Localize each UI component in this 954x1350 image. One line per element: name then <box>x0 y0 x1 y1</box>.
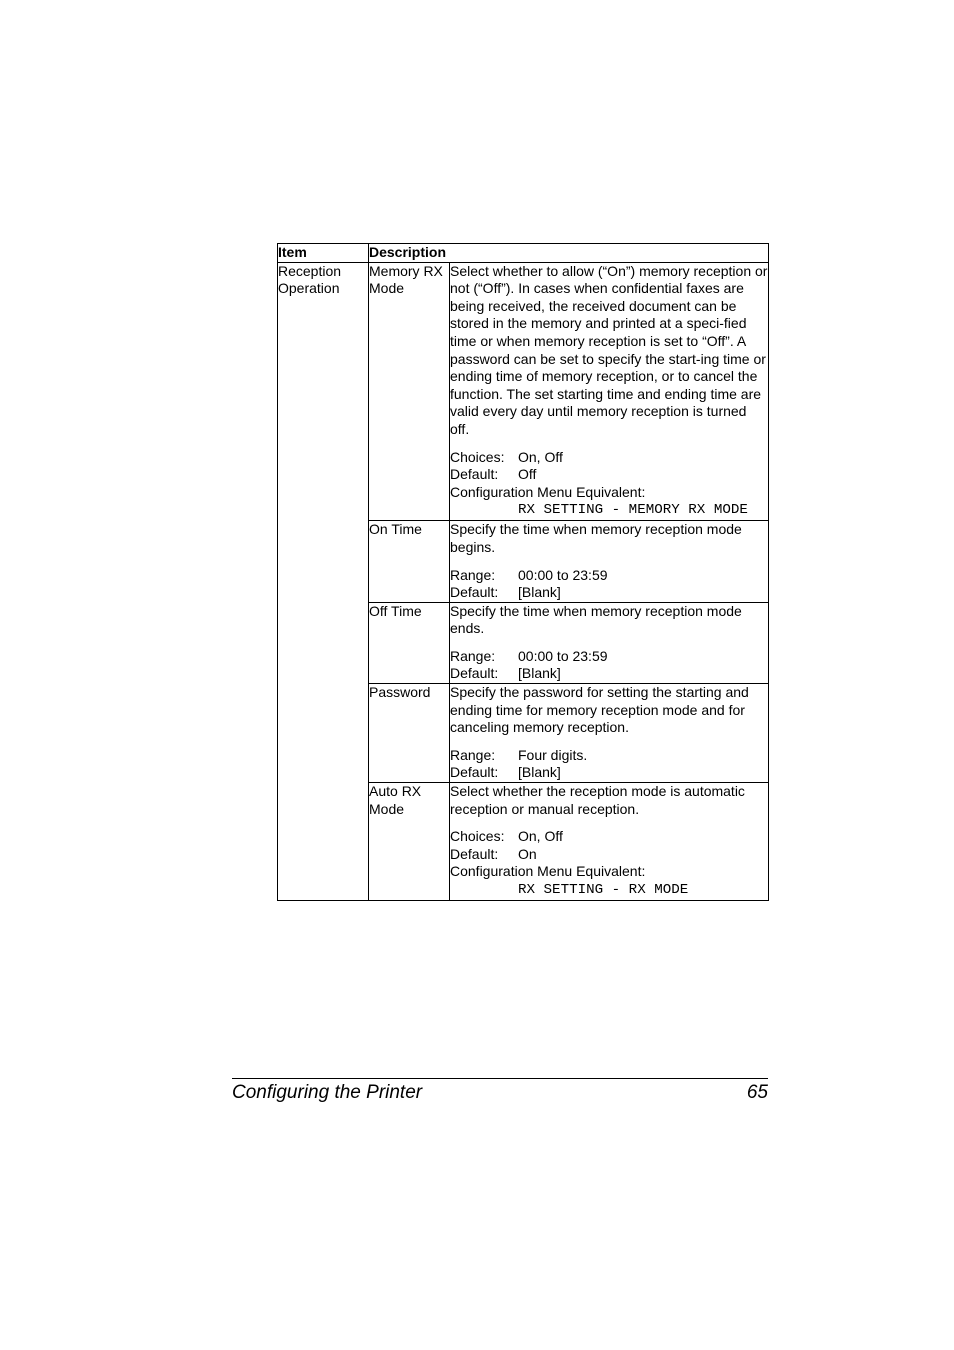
option-value: Four digits. <box>518 746 588 763</box>
description-text: Specify the time when memory reception mode ends. <box>450 602 742 637</box>
options-block <box>450 747 768 782</box>
option-key: Range: <box>450 746 496 763</box>
description-text: Specify the password for setting the starting and ending time for memory reception mode and for canceling memory reception. <box>450 684 749 736</box>
description-text: Select whether the reception mode is automatic reception or manual reception. <box>450 783 745 817</box>
config-label: Configuration Menu Equivalent: <box>450 863 646 880</box>
option-row <box>450 665 768 683</box>
option-key: Default: <box>450 466 499 483</box>
table-row <box>278 262 769 521</box>
options-block <box>450 648 768 683</box>
option-row <box>450 567 768 585</box>
option-value: On, Off <box>518 828 563 845</box>
option-key: Default: <box>450 845 499 862</box>
description-cell <box>450 602 769 683</box>
option-row <box>450 828 768 846</box>
description-text: Specify the time when memory reception mode begins. <box>450 521 742 555</box>
config-value: RX SETTING - MEMORY RX MODE <box>518 502 748 519</box>
option-value: 00:00 to 23:59 <box>518 566 608 583</box>
option-row <box>450 466 768 484</box>
sub-item-on-time: On Time <box>369 521 450 602</box>
sub-item-password: Password <box>369 684 450 783</box>
option-key: Default: <box>450 764 499 781</box>
page-footer <box>232 1078 768 1103</box>
options-block <box>450 828 768 900</box>
option-key: Range: <box>450 566 496 583</box>
description-cell <box>450 783 769 901</box>
option-key: Choices: <box>450 828 505 845</box>
group-label-reception-operation: Reception Operation <box>278 262 369 900</box>
description-cell <box>450 684 769 783</box>
option-key: Default: <box>450 584 499 601</box>
option-key: Range: <box>450 647 496 664</box>
header-description: Description <box>369 244 769 263</box>
description-text: Select whether to allow (“On”) memory reception or not (“Off”). In cases when confidential faxes are being received, the received document can be stored in the memory and printed at a speci-fied time or when memory reception is set to “Off”. A password can be set to specify the start-ing time or ending time of memory reception, or to cancel the function. The set starting time and ending time are valid every day until memory reception is turned off. <box>450 262 768 437</box>
option-row <box>450 584 768 602</box>
option-key: Choices: <box>450 448 505 465</box>
config-value: RX SETTING - RX MODE <box>518 882 689 898</box>
settings-table <box>277 243 769 901</box>
sub-item-memory-rx-mode: Memory RX Mode <box>369 262 450 521</box>
options-block <box>450 449 768 521</box>
description-cell <box>450 262 769 521</box>
description-cell <box>450 521 769 602</box>
page-number: 65 <box>746 1082 768 1103</box>
config-label: Configuration Menu Equivalent: <box>450 483 646 500</box>
table-header-row <box>278 244 769 263</box>
sub-item-auto-rx-mode: Auto RX Mode <box>369 783 450 901</box>
option-value: [Blank] <box>518 665 561 682</box>
option-value: [Blank] <box>518 584 561 601</box>
footer-title: Configuring the Printer <box>232 1082 423 1103</box>
sub-item-off-time: Off Time <box>369 602 450 683</box>
option-row <box>450 747 768 765</box>
options-block <box>450 567 768 602</box>
option-row <box>450 764 768 782</box>
option-row <box>450 648 768 666</box>
option-value: On, Off <box>518 448 563 465</box>
option-value: 00:00 to 23:59 <box>518 647 608 664</box>
option-value: On <box>518 845 537 862</box>
option-row <box>450 449 768 467</box>
option-row <box>450 846 768 864</box>
option-value: [Blank] <box>518 764 561 781</box>
option-value: Off <box>518 466 537 483</box>
option-key: Default: <box>450 665 499 682</box>
header-item: Item <box>278 244 369 263</box>
